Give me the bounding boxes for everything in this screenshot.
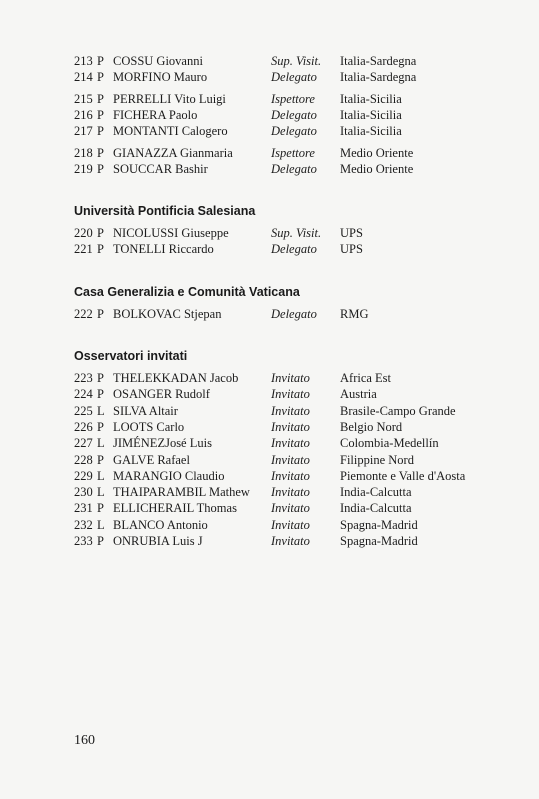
member-row bbox=[74, 69, 514, 85]
member-name: TONELLI Riccardo bbox=[113, 242, 214, 256]
member-number: 219 bbox=[74, 162, 93, 176]
member-row bbox=[74, 145, 514, 161]
member-number: 230 bbox=[74, 485, 93, 499]
member-role: Invitato bbox=[271, 534, 310, 548]
member-row bbox=[74, 107, 514, 123]
member-number: 214 bbox=[74, 70, 93, 84]
member-name: GALVE Rafael bbox=[113, 453, 190, 467]
member-class: P bbox=[97, 242, 104, 256]
member-row bbox=[74, 370, 514, 386]
member-role: Delegato bbox=[271, 124, 317, 138]
member-role: Invitato bbox=[271, 501, 310, 515]
member-province: Belgio Nord bbox=[340, 420, 403, 434]
member-role: Invitato bbox=[271, 436, 310, 450]
member-name: BOLKOVAC Stjepan bbox=[113, 307, 222, 321]
member-province: Spagna-Madrid bbox=[340, 518, 418, 532]
member-number: 232 bbox=[74, 518, 93, 532]
member-name: NICOLUSSI Giuseppe bbox=[113, 226, 229, 240]
member-class: P bbox=[97, 70, 104, 84]
member-role: Ispettore bbox=[271, 92, 315, 106]
member-class: L bbox=[97, 436, 105, 450]
member-role: Sup. Visit. bbox=[271, 226, 322, 240]
member-name: MARANGIO Claudio bbox=[113, 469, 225, 483]
member-number: 221 bbox=[74, 242, 93, 256]
member-role: Invitato bbox=[271, 371, 310, 385]
member-name: THAIPARAMBIL Mathew bbox=[113, 485, 250, 499]
member-number: 233 bbox=[74, 534, 93, 548]
member-number: 225 bbox=[74, 404, 93, 418]
member-class: P bbox=[97, 124, 104, 138]
member-name: MONTANTI Calogero bbox=[113, 124, 228, 138]
member-row bbox=[74, 435, 514, 451]
member-number: 224 bbox=[74, 387, 93, 401]
member-number: 220 bbox=[74, 226, 93, 240]
member-role: Invitato bbox=[271, 485, 310, 499]
member-province: Colombia-Medellín bbox=[340, 436, 439, 450]
member-row bbox=[74, 161, 514, 177]
member-role: Delegato bbox=[271, 70, 317, 84]
member-role: Delegato bbox=[271, 108, 317, 122]
member-role: Delegato bbox=[271, 242, 317, 256]
member-class: P bbox=[97, 307, 104, 321]
member-number: 229 bbox=[74, 469, 93, 483]
member-class: P bbox=[97, 146, 104, 160]
member-class: L bbox=[97, 404, 105, 418]
member-number: 231 bbox=[74, 501, 93, 515]
member-row bbox=[74, 241, 514, 257]
member-number: 218 bbox=[74, 146, 93, 160]
member-number: 216 bbox=[74, 108, 93, 122]
member-name: FICHERA Paolo bbox=[113, 108, 198, 122]
member-role: Sup. Visit. bbox=[271, 54, 322, 68]
member-class: P bbox=[97, 453, 104, 467]
member-name: THELEKKADAN Jacob bbox=[113, 371, 239, 385]
member-province: Piemonte e Valle d'Aosta bbox=[340, 469, 466, 483]
member-class: P bbox=[97, 108, 104, 122]
member-row bbox=[74, 53, 514, 69]
member-province: Austria bbox=[340, 387, 377, 401]
member-province: UPS bbox=[340, 242, 363, 256]
member-class: P bbox=[97, 54, 104, 68]
member-name: ELLICHERAIL Thomas bbox=[113, 501, 237, 515]
member-row bbox=[74, 306, 514, 322]
member-row bbox=[74, 419, 514, 435]
member-name: GIANAZZA Gianmaria bbox=[113, 146, 233, 160]
member-name: JIMÉNEZJosé Luis bbox=[113, 436, 212, 450]
member-province: Italia-Sardegna bbox=[340, 70, 417, 84]
member-role: Invitato bbox=[271, 469, 310, 483]
member-number: 226 bbox=[74, 420, 93, 434]
member-row bbox=[74, 484, 514, 500]
member-class: P bbox=[97, 92, 104, 106]
member-province: Brasile-Campo Grande bbox=[340, 404, 456, 418]
member-row bbox=[74, 533, 514, 549]
member-row bbox=[74, 91, 514, 107]
member-province: Medio Oriente bbox=[340, 146, 414, 160]
page-number: 160 bbox=[74, 733, 95, 748]
member-row bbox=[74, 452, 514, 468]
member-province: Spagna-Madrid bbox=[340, 534, 418, 548]
member-class: P bbox=[97, 162, 104, 176]
member-province: India-Calcutta bbox=[340, 485, 412, 499]
member-province: Italia-Sicilia bbox=[340, 124, 402, 138]
member-class: L bbox=[97, 485, 105, 499]
member-row bbox=[74, 225, 514, 241]
member-number: 222 bbox=[74, 307, 93, 321]
member-role: Ispettore bbox=[271, 146, 315, 160]
member-province: Africa Est bbox=[340, 371, 392, 385]
member-number: 223 bbox=[74, 371, 93, 385]
member-class: P bbox=[97, 226, 104, 240]
member-name: SILVA Altair bbox=[113, 404, 178, 418]
section-heading: Osservatori invitati bbox=[74, 349, 188, 363]
member-province: Italia-Sicilia bbox=[340, 92, 402, 106]
member-number: 227 bbox=[74, 436, 93, 450]
member-name: LOOTS Carlo bbox=[113, 420, 185, 434]
member-role: Invitato bbox=[271, 453, 310, 467]
member-row bbox=[74, 468, 514, 484]
member-role: Invitato bbox=[271, 518, 310, 532]
member-name: ONRUBIA Luis J bbox=[113, 534, 203, 548]
member-role: Invitato bbox=[271, 387, 310, 401]
member-province: Italia-Sicilia bbox=[340, 108, 402, 122]
member-class: P bbox=[97, 371, 104, 385]
member-province: Medio Oriente bbox=[340, 162, 414, 176]
member-row bbox=[74, 517, 514, 533]
member-row bbox=[74, 500, 514, 516]
member-class: L bbox=[97, 518, 105, 532]
member-class: L bbox=[97, 469, 105, 483]
member-province: RMG bbox=[340, 307, 369, 321]
member-name: OSANGER Rudolf bbox=[113, 387, 210, 401]
member-role: Delegato bbox=[271, 307, 317, 321]
member-name: MORFINO Mauro bbox=[113, 70, 208, 84]
member-name: COSSU Giovanni bbox=[113, 54, 203, 68]
member-row bbox=[74, 386, 514, 402]
member-role: Invitato bbox=[271, 420, 310, 434]
member-province: India-Calcutta bbox=[340, 501, 412, 515]
section-heading: Casa Generalizia e Comunità Vaticana bbox=[74, 285, 300, 299]
member-class: P bbox=[97, 420, 104, 434]
member-class: P bbox=[97, 534, 104, 548]
member-number: 217 bbox=[74, 124, 93, 138]
member-name: BLANCO Antonio bbox=[113, 518, 208, 532]
member-number: 215 bbox=[74, 92, 93, 106]
member-row bbox=[74, 403, 514, 419]
member-name: SOUCCAR Bashir bbox=[113, 162, 208, 176]
member-province: Italia-Sardegna bbox=[340, 54, 417, 68]
member-class: P bbox=[97, 387, 104, 401]
member-number: 228 bbox=[74, 453, 93, 467]
member-class: P bbox=[97, 501, 104, 515]
member-row bbox=[74, 123, 514, 139]
member-name: PERRELLI Vito Luigi bbox=[113, 92, 226, 106]
member-role: Invitato bbox=[271, 404, 310, 418]
member-number: 213 bbox=[74, 54, 93, 68]
member-province: Filippine Nord bbox=[340, 453, 414, 467]
member-role: Delegato bbox=[271, 162, 317, 176]
section-heading: Università Pontificia Salesiana bbox=[74, 204, 256, 218]
member-province: UPS bbox=[340, 226, 363, 240]
